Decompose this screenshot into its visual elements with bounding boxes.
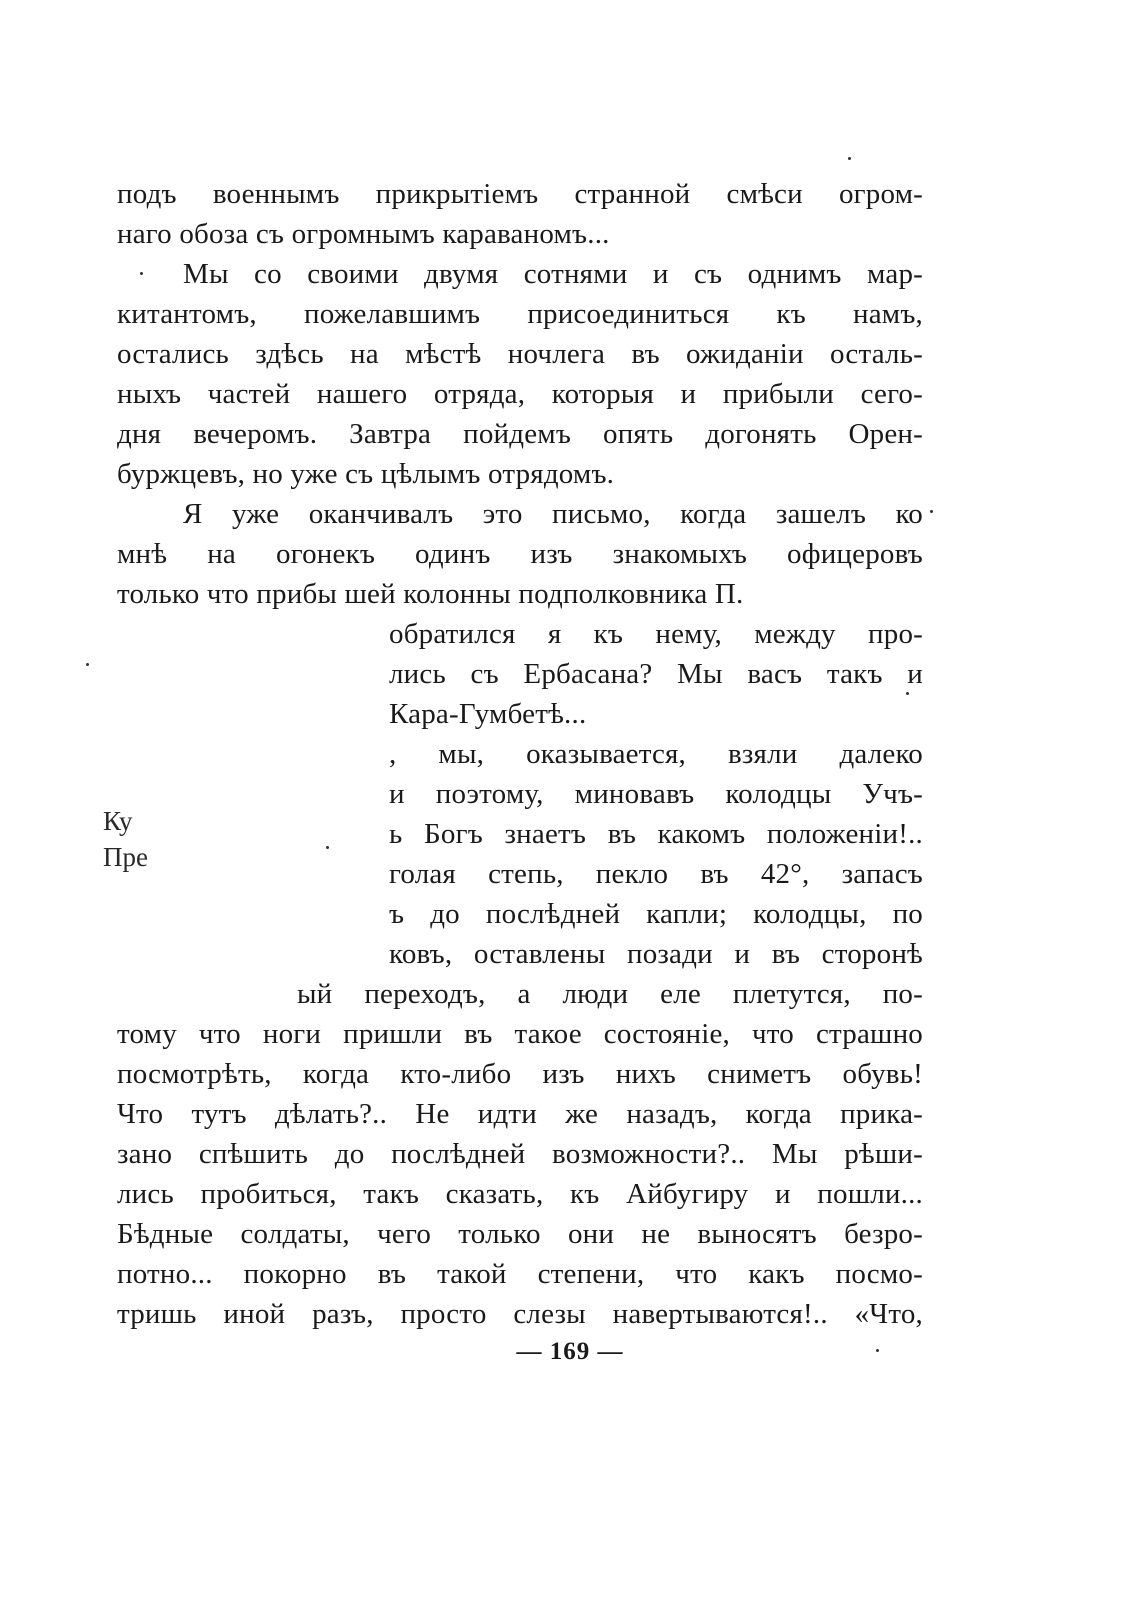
text-line: потно... покорно въ такой степени, что какъ посмо- (117, 1258, 923, 1290)
text-line: Я уже оканчивалъ это письмо, когда зашелъ ко (183, 498, 923, 530)
scan-speck (326, 846, 329, 849)
margin-note: Пре (103, 842, 148, 872)
text-line: ныхъ частей нашего отряда, которыя и прибыли сего- (117, 378, 923, 410)
text-line: зано спѣшить до послѣдней возможности?.. Мы рѣши- (117, 1138, 923, 1170)
text-line: голая степь, пекло въ 42°, запасъ (389, 858, 923, 890)
scan-speck (86, 663, 89, 666)
scan-speck (930, 510, 933, 513)
text-line: ь Богъ знаетъ въ какомъ положеніи!.. (389, 818, 923, 850)
text-line: дня вечеромъ. Завтра пойдемъ опять догонять Орен- (117, 418, 923, 450)
text-line: посмотрѣть, когда кто-либо изъ нихъ сниметъ обувь! (117, 1058, 923, 1090)
scan-speck (876, 1349, 879, 1352)
text-line: буржцевъ, но уже съ цѣлымъ отрядомъ. (117, 458, 615, 490)
text-line: китантомъ, пожелавшимъ присоединиться къ намъ, (117, 298, 923, 330)
scan-speck (906, 692, 909, 695)
text-line: остались здѣсь на мѣстѣ ночлега въ ожиданіи осталь- (117, 338, 923, 370)
text-line: , мы, оказывается, взяли далеко (389, 738, 923, 770)
text-line: тому что ноги пришли въ такое состояніе, что страшно (117, 1018, 923, 1050)
text-line: только что прибы шей колонны подполковника П. (117, 578, 744, 610)
scan-speck (140, 272, 143, 275)
text-line: и поэтому, миновавъ колодцы Учъ- (389, 778, 923, 810)
page-number: — 169 — (516, 1338, 624, 1365)
text-line: обратился я къ нему, между про- (389, 618, 923, 650)
text-line: ый переходъ, а люди еле плетутся, по- (297, 978, 923, 1010)
text-line: лись съ Ербасана? Мы васъ такъ и (389, 658, 923, 690)
text-line: лись пробиться, такъ сказать, къ Айбугиру и пошли... (117, 1178, 923, 1210)
margin-note: Ку (103, 806, 133, 836)
text-line: Кара-Гумбетѣ... (389, 698, 587, 730)
text-line: Мы со своими двумя сотнями и съ однимъ мар- (183, 258, 923, 290)
text-line: мнѣ на огонекъ одинъ изъ знакомыхъ офицеровъ (117, 538, 923, 570)
text-line: ковъ, оставлены позади и въ сторонѣ (389, 938, 923, 970)
text-line: наго обоза съ огромнымъ караваномъ... (117, 218, 610, 250)
text-line: Что тутъ дѣлать?.. Не идти же назадъ, когда прика- (117, 1098, 923, 1130)
text-line: Бѣдные солдаты, чего только они не выносятъ безро- (117, 1218, 923, 1250)
text-line: тришь иной разъ, просто слезы навертываются!.. «Что, (117, 1298, 923, 1330)
text-line: ъ до послѣдней капли; колодцы, по (389, 898, 923, 930)
scan-speck (848, 157, 851, 160)
text-line: подъ военнымъ прикрытіемъ странной смѣси огром- (117, 178, 923, 210)
body-text (117, 174, 923, 1334)
